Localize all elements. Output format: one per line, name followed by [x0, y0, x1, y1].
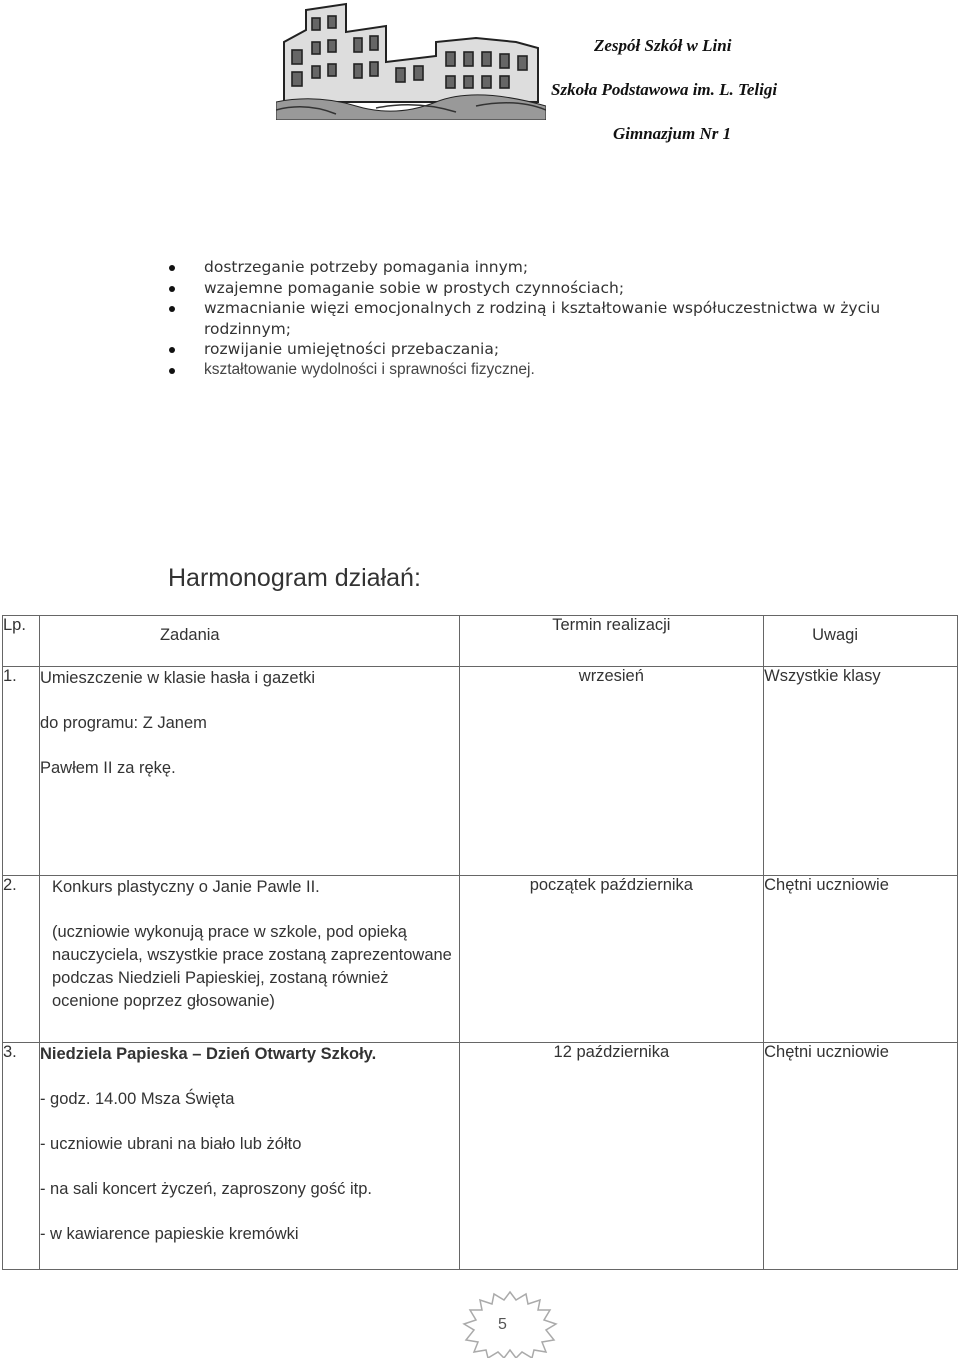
page-number-seal	[460, 1290, 560, 1358]
goals-list	[168, 257, 898, 381]
school-building-logo	[276, 2, 546, 120]
list-item: wzmacnianie więzi emocjonalnych z rodziną i kształtowanie współuczestnictwa w życiu rodzinnym;	[168, 298, 898, 339]
column-header-notes: Uwagi	[764, 616, 958, 667]
list-item: dostrzeganie potrzeby pomagania innym;	[168, 257, 898, 278]
task-cell: Niedziela Papieska – Dzień Otwarty Szkoły. - godz. 14.00 Msza Święta - uczniowie ubrani na biało lub żółto - na sali koncert życzeń, zaproszony gość itp. - w kawiarence papieskie kremówki	[39, 1043, 459, 1270]
column-header-deadline: Termin realizacji	[459, 616, 764, 667]
row-number: 1.	[3, 667, 40, 876]
table-row	[3, 1043, 958, 1270]
task-cell: Umieszczenie w klasie hasła i gazetki do programu: Z Janem Pawłem II za rękę.	[39, 667, 459, 876]
schedule-table	[2, 615, 958, 1270]
school-gymnasium-name: Gimnazjum Nr 1	[613, 124, 732, 143]
bullet-icon	[169, 286, 175, 292]
column-header-lp: Lp.	[3, 616, 40, 667]
bullet-icon	[169, 265, 175, 271]
bullet-icon	[169, 347, 175, 353]
list-item: rozwijanie umiejętności przebaczania;	[168, 339, 898, 360]
column-header-tasks: Zadania	[39, 616, 459, 667]
table-row	[3, 667, 958, 876]
list-item: wzajemne pomaganie sobie w prostych czynnościach;	[168, 278, 898, 299]
notes-cell: Wszystkie klasy	[764, 667, 958, 876]
bullet-icon	[169, 368, 175, 374]
school-name: Zespół Szkół w Lini	[594, 36, 732, 55]
notes-cell: Chętni uczniowie	[764, 876, 958, 1043]
table-row	[3, 876, 958, 1043]
notes-cell: Chętni uczniowie	[764, 1043, 958, 1270]
deadline-cell: 12 października	[459, 1043, 764, 1270]
row-number: 2.	[3, 876, 40, 1043]
deadline-cell: początek października	[459, 876, 764, 1043]
page-number: 5	[498, 1316, 507, 1333]
section-title: Harmonogram działań:	[168, 564, 421, 592]
list-item: kształtowanie wydolności i sprawności fizycznej.	[168, 360, 898, 381]
school-primary-name: Szkoła Podstawowa im. L. Teligi	[551, 80, 778, 99]
deadline-cell: wrzesień	[459, 667, 764, 876]
bullet-icon	[169, 306, 175, 312]
task-cell: Konkurs plastyczny o Janie Pawle II. (uczniowie wykonują prace w szkole, pod opieką nauczyciela, wszystkie prace zostaną zaprezentowane podczas Niedzieli Papieskiej, zostaną również ocenione poprzez głosowanie)	[39, 876, 459, 1043]
row-number: 3.	[3, 1043, 40, 1270]
table-header-row	[3, 616, 958, 667]
